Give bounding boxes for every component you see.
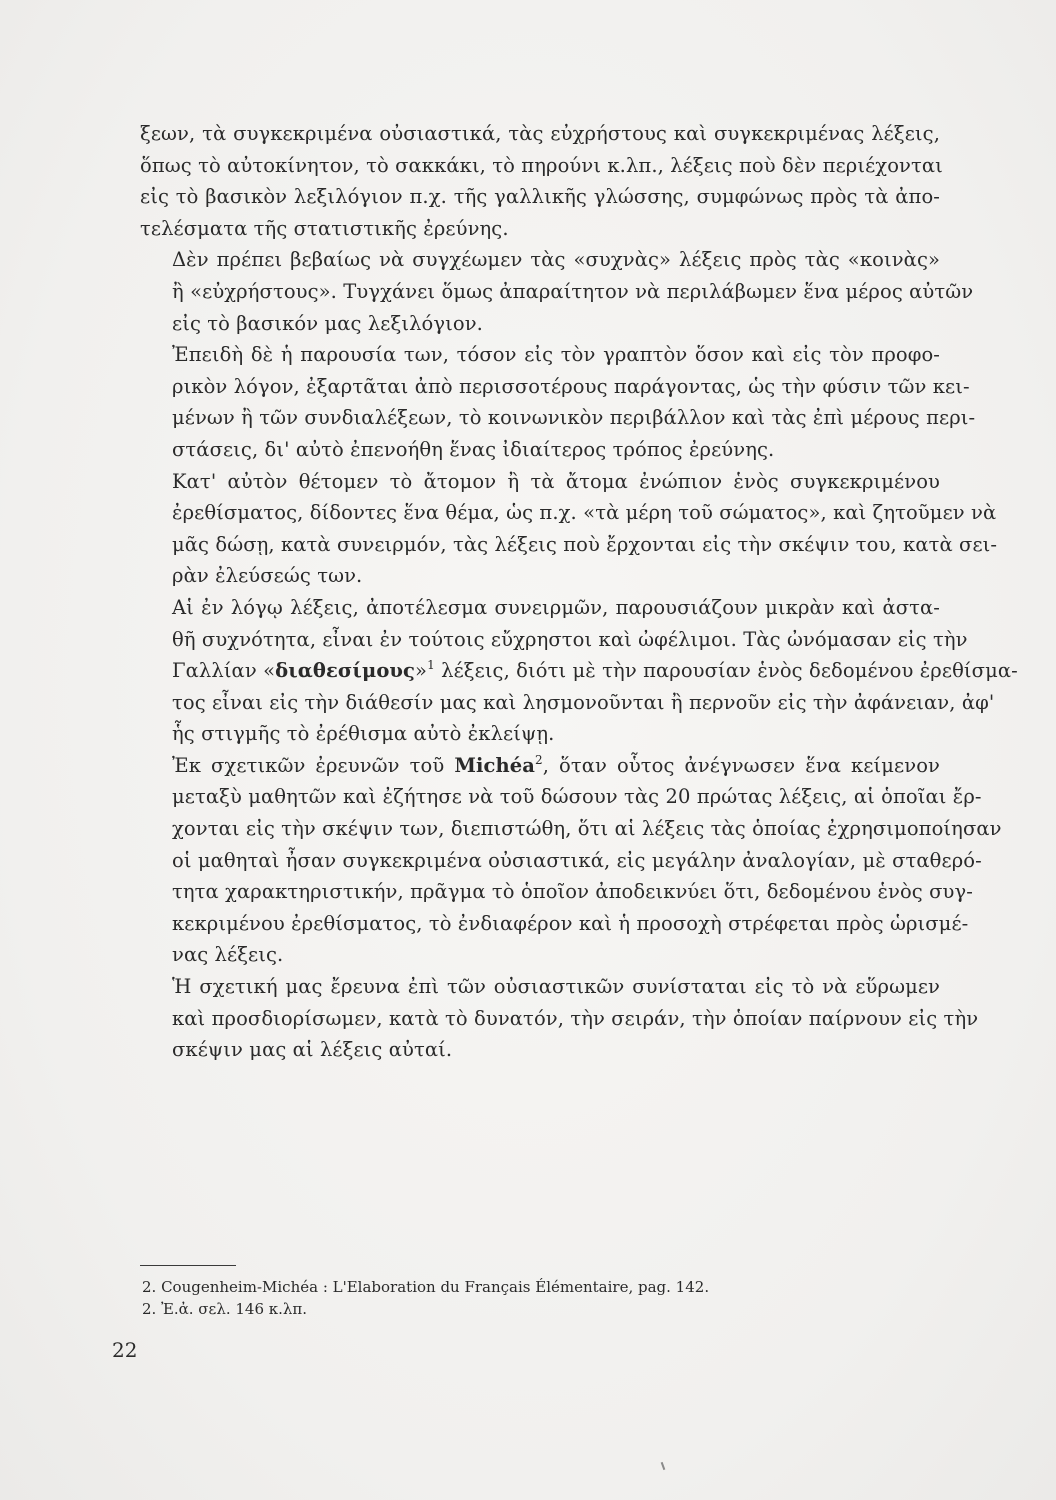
text-line: Αἱ ἐν λόγῳ λέξεις, ἀποτέλεσμα συνειρμῶν, παρουσιάζουν μικρὰν καὶ ἀστα- <box>172 595 940 619</box>
text-line: Δὲν πρέπει βεβαίως νὰ συγχέωμεν τὰς «συχνὰς» λέξεις πρὸς τὰς «κοινὰς» <box>172 248 940 272</box>
footnote-ref-1: 1 <box>427 658 435 673</box>
text-line: Κατ' αὐτὸν θέτομεν τὸ ἄτομον ἢ τὰ ἄτομα ἐνώπιον ἑνὸς συγκεκριμένου <box>172 469 940 493</box>
text-line: μᾶς δώσῃ, κατὰ συνειρμόν, τὰς λέξεις ποὺ ἔρχονται εἰς τὴν σκέψιν του, κατὰ σει- <box>172 532 998 556</box>
bold-name-michea: Michéa <box>454 753 535 777</box>
body-text <box>140 118 1018 1066</box>
footnote-ref-2: 2 <box>535 752 543 767</box>
text-line: ὅπως τὸ αὐτοκίνητον, τὸ σακκάκι, τὸ πηρούνι κ.λπ., λέξεις ποὺ δὲν περιέχονται <box>140 153 943 177</box>
text-line: σκέψιν μας αἱ λέξεις αὐταί. <box>172 1038 453 1062</box>
footnote-1: 2. Cougenheim-Michéa : L'Elaboration du Français Élémentaire, pag. 142. <box>142 1278 710 1296</box>
text-fragment: » <box>415 659 428 683</box>
text-line: ἧς στιγμῆς τὸ ἐρέθισμα αὐτὸ ἐκλείψῃ. <box>172 722 555 746</box>
text-fragment: , ὅταν οὗτος ἀνέγνωσεν ἕνα κείμενον <box>542 753 940 777</box>
print-speck <box>661 1462 666 1470</box>
footnote-divider <box>140 1265 236 1266</box>
text-line: τητα χαρακτηριστικήν, πρᾶγμα τὸ ὁποῖον ἀποδεικνύει ὅτι, δεδομένου ἑνὸς συγ- <box>172 880 973 904</box>
text-line: κεκριμένου ἐρεθίσματος, τὸ ἐνδιαφέρον καὶ ἡ προσοχὴ στρέφεται πρὸς ὡρισμέ- <box>172 911 969 935</box>
paragraph-3 <box>140 339 976 465</box>
bold-term-diathesimous: διαθεσίμους <box>275 659 416 683</box>
paragraph-2 <box>140 244 974 339</box>
footnote-2: 2. Ἐ.ἀ. σελ. 146 κ.λπ. <box>142 1300 308 1318</box>
page-number: 22 <box>112 1338 138 1362</box>
text-line: καὶ προσδιορίσωμεν, κατὰ τὸ δυνατόν, τὴν σειράν, τὴν ὁποίαν παίρνουν εἰς τὴν <box>172 1006 979 1030</box>
paragraph-7 <box>140 971 979 1066</box>
text-line: τελέσματα τῆς στατιστικῆς ἐρεύνης. <box>140 216 509 240</box>
text-line: ἐρεθίσματος, δίδοντες ἕνα θέμα, ὡς π.χ. «τὰ μέρη τοῦ σώματος», καὶ ζητοῦμεν νὰ <box>172 501 997 525</box>
text-line: μεταξὺ μαθητῶν καὶ ἐζήτησε νὰ τοῦ δώσουν τὰς 20 πρώτας λέξεις, αἱ ὁποῖαι ἔρ- <box>172 785 982 809</box>
text-line: Ἐπειδὴ δὲ ἡ παρουσία των, τόσον εἰς τὸν γραπτὸν ὅσον καὶ εἰς τὸν προφο- <box>172 343 940 367</box>
text-line: ἢ «εὐχρήστους». Τυγχάνει ὅμως ἀπαραίτητον νὰ περιλάβωμεν ἕνα μέρος αὐτῶν <box>172 279 974 303</box>
paragraph-1 <box>140 118 943 244</box>
paragraph-6 <box>140 750 1002 971</box>
text-fragment: Ἐκ σχετικῶν ἐρευνῶν τοῦ <box>172 753 455 777</box>
text-line: στάσεις, δι' αὐτὸ ἐπενοήθη ἕνας ἰδιαίτερος τρόπος ἐρεύνης. <box>172 437 775 461</box>
text-line: οἱ μαθηταὶ ἦσαν συγκεκριμένα οὐσιαστικά, εἰς μεγάλην ἀναλογίαν, μὲ σταθερό- <box>172 848 982 872</box>
text-line: νας λέξεις. <box>172 943 284 967</box>
text-line: εἰς τὸ βασικὸν λεξιλόγιον π.χ. τῆς γαλλικῆς γλώσσης, συμφώνως πρὸς τὰ ἀπο- <box>140 185 940 209</box>
footnotes <box>140 1276 940 1320</box>
text-line: ξεων, τὰ συγκεκριμένα οὐσιαστικά, τὰς εὐχρήστους καὶ συγκεκριμένας λέξεις, <box>140 122 940 145</box>
text-line: τος εἶναι εἰς τὴν διάθεσίν μας καὶ λησμονοῦνται ἢ περνοῦν εἰς τὴν ἀφάνειαν, ἀφ' <box>172 690 995 714</box>
text-line: εἰς τὸ βασικόν μας λεξιλόγιον. <box>172 311 483 335</box>
paragraph-4 <box>140 466 998 592</box>
text-line: Ἡ σχετική μας ἔρευνα ἐπὶ τῶν οὐσιαστικῶν συνίσταται εἰς τὸ νὰ εὕρωμεν <box>172 975 940 999</box>
text-line: χονται εἰς τὴν σκέψιν των, διεπιστώθη, ὅτι αἱ λέξεις τὰς ὁποίας ἐχρησιμοποίησαν <box>172 817 1002 841</box>
text-line-diathesimous <box>140 655 1018 687</box>
text-line: μένων ἢ τῶν συνδιαλέξεων, τὸ κοινωνικὸν περιβάλλον καὶ τὰς ἐπὶ μέρους περι- <box>172 406 976 430</box>
text-line: ρικὸν λόγον, ἐξαρτᾶται ἀπὸ περισσοτέρους παράγοντας, ὡς τὴν φύσιν τῶν κει- <box>172 374 970 398</box>
text-line: ρὰν ἐλεύσεώς των. <box>172 564 363 588</box>
text-line-michea <box>140 750 940 782</box>
text-fragment: Γαλλίαν « <box>172 659 276 683</box>
paragraph-5 <box>140 592 1018 750</box>
text-line: θῆ συχνότητα, εἶναι ἐν τούτοις εὔχρηστοι καὶ ὠφέλιμοι. Τὰς ὠνόμασαν εἰς τὴν <box>172 627 968 651</box>
text-fragment: λέξεις, διότι μὲ τὴν παρουσίαν ἑνὸς δεδομένου ἐρεθίσμα- <box>434 659 1018 683</box>
